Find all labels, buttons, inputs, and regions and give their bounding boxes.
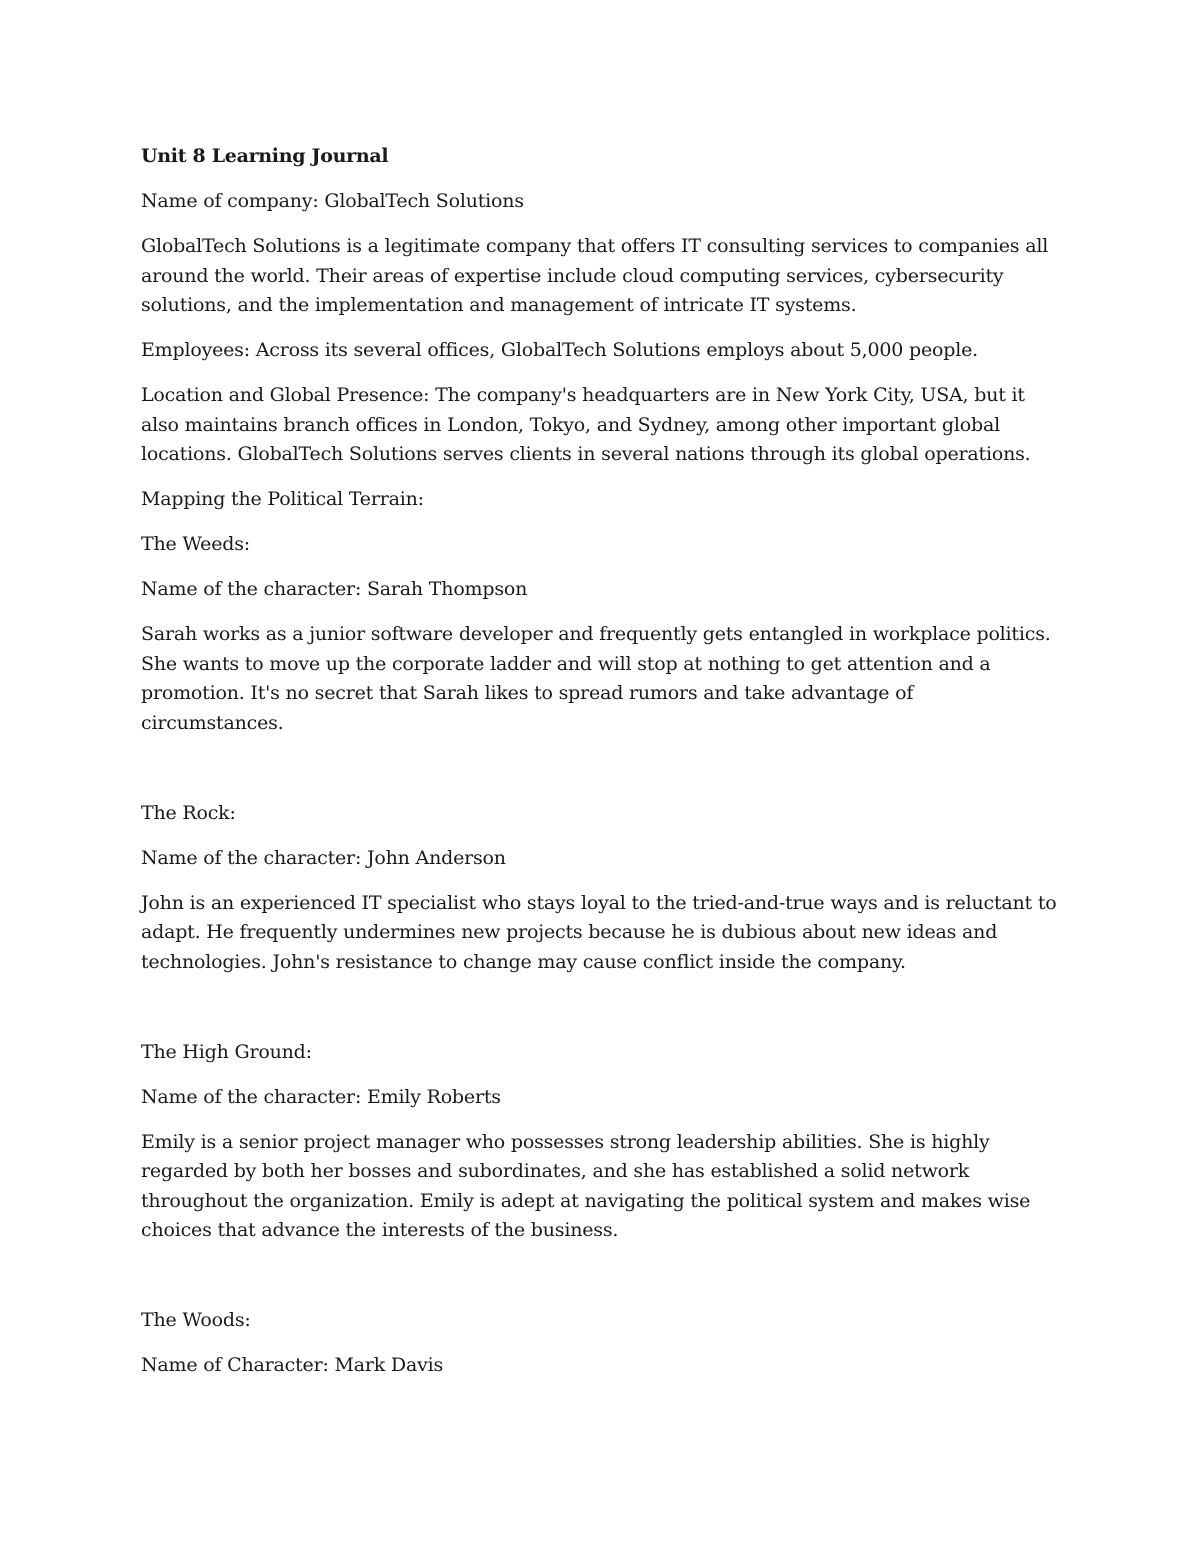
document-title: Unit 8 Learning Journal	[141, 145, 389, 167]
company-intro-paragraph: GlobalTech Solutions is a legitimate company that offers IT consulting services to companies all around the world. Their areas of expertise include cloud computing services, cybersecurity solutions, and the implementation and management of intricate IT systems.	[141, 235, 1049, 316]
blank-line	[141, 993, 1061, 1038]
section-heading-woods: The Woods:	[141, 1309, 251, 1331]
section-heading-high-ground: The High Ground:	[141, 1040, 312, 1063]
character-name-woods: Name of Character: Mark Davis	[141, 1354, 444, 1376]
section-heading-weeds: The Weeds:	[141, 533, 250, 555]
blank-line	[141, 754, 1061, 799]
blank-line	[141, 1261, 1061, 1306]
company-name-line: Name of company: GlobalTech Solutions	[141, 190, 524, 212]
location-paragraph: Location and Global Presence: The company's headquarters are in New York City, USA, but it also maintains branch offices in London, Tokyo, and Sydney, among other important global locations. GlobalTech Solutions serves clients in several nations through its global operations.	[141, 384, 1031, 465]
section-heading-rock: The Rock:	[141, 801, 236, 824]
character-description-rock: John is an experienced IT specialist who stays loyal to the tried-and-true ways and is reluctant to adapt. He frequently undermines new projects because he is dubious about new ideas and technologies. John's resistance to change may cause conflict inside the company.	[141, 891, 1057, 973]
character-name-high-ground: Name of the character: Emily Roberts	[141, 1085, 501, 1108]
character-description-high-ground: Emily is a senior project manager who possesses strong leadership abilities. She is highly regarded by both her bosses and subordinates, and she has established a solid network throughout the organization. Emily is adept at navigating the political system and makes wise choices that advance the interests of the business.	[141, 1130, 1031, 1241]
mapping-heading: Mapping the Political Terrain:	[141, 488, 424, 510]
character-name-weeds: Name of the character: Sarah Thompson	[141, 578, 528, 600]
employees-paragraph: Employees: Across its several offices, GlobalTech Solutions employs about 5,000 people.	[141, 339, 978, 361]
document-page	[141, 142, 1061, 1396]
character-description-weeds: Sarah works as a junior software developer and frequently gets entangled in workplace politics. She wants to move up the corporate ladder and will stop at nothing to get attention and a promotion. It's no secret that Sarah likes to spread rumors and take advantage of circumstances.	[141, 623, 1051, 734]
character-name-rock: Name of the character: John Anderson	[141, 846, 506, 869]
